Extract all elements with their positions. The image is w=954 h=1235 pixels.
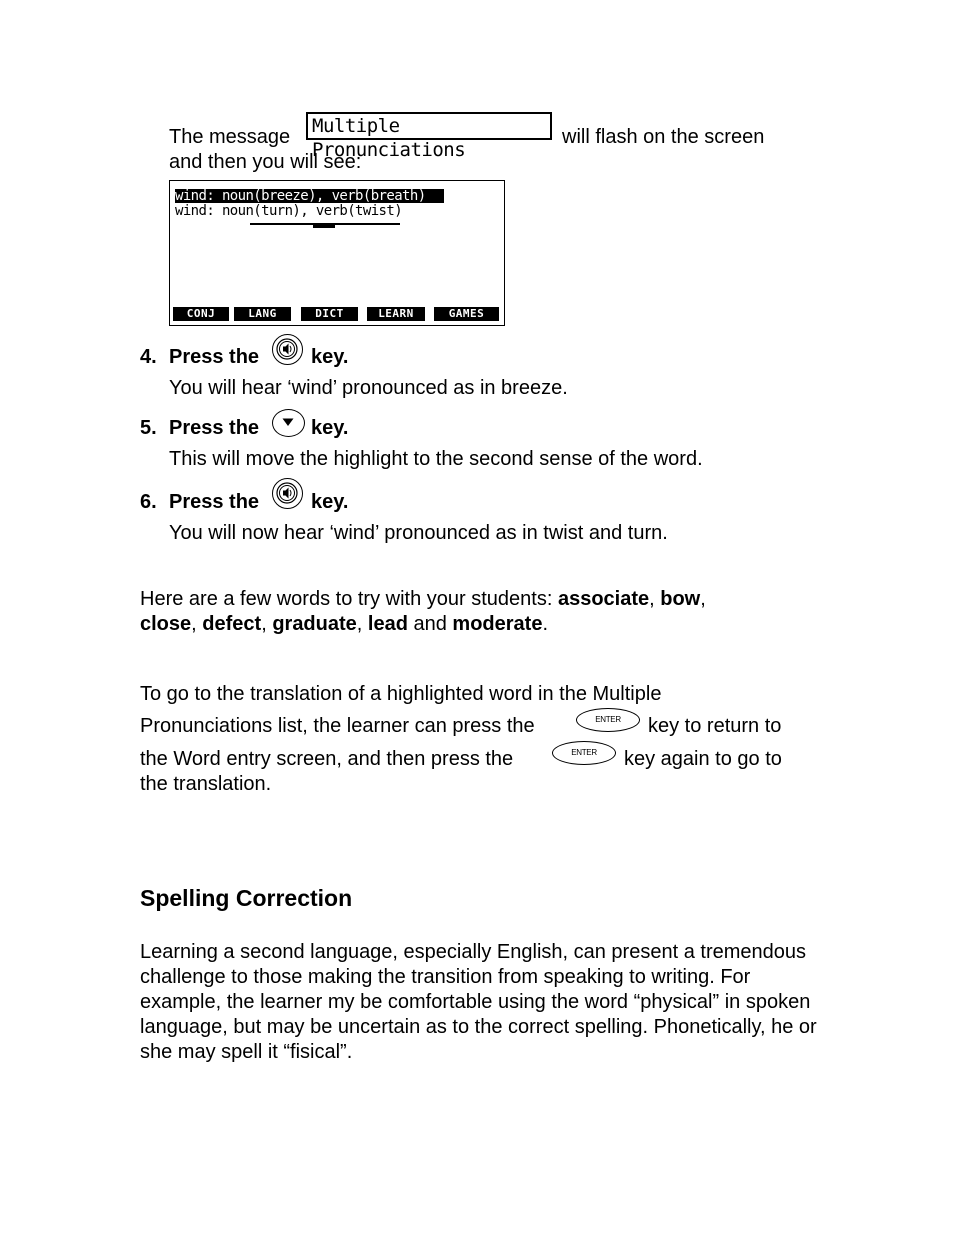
word: graduate bbox=[272, 613, 357, 635]
lcd-tab-learn: LEARN bbox=[367, 307, 425, 321]
step-text-key: key. bbox=[311, 346, 349, 368]
word: defect bbox=[202, 613, 262, 635]
lcd-screen bbox=[169, 180, 505, 326]
lcd-divider-mark bbox=[313, 225, 335, 228]
step-text: Press the bbox=[169, 417, 260, 439]
lcd-line-highlighted: wind: noun(breeze), verb(breath) bbox=[175, 189, 444, 203]
lcd-tab-lang: LANG bbox=[234, 307, 291, 321]
translation-line: key to return to bbox=[648, 715, 782, 737]
intro-line2: and then you will see: bbox=[169, 151, 362, 173]
lcd-line: wind: noun(turn), verb(twist) bbox=[175, 203, 403, 219]
lcd-tab-bar bbox=[172, 307, 502, 321]
lcd-tab-conj: CONJ bbox=[173, 307, 229, 321]
translation-line: key again to go to bbox=[624, 748, 782, 770]
speaker-icon bbox=[272, 334, 303, 365]
step-description: You will now hear ‘wind’ pronounced as in twist and turn. bbox=[169, 522, 668, 544]
message-box: Multiple Pronunciations bbox=[306, 112, 552, 140]
step-text: Press the bbox=[169, 346, 260, 368]
words-paragraph: Here are a few words to try with your students: associate, bow, close, defect, graduate, lead and moderate. bbox=[140, 588, 706, 635]
intro-prefix: The message bbox=[169, 126, 291, 148]
word: close bbox=[140, 613, 192, 635]
translation-line: the translation. bbox=[140, 773, 272, 795]
step-text-key: key. bbox=[311, 491, 349, 513]
down-arrow-icon bbox=[272, 409, 305, 437]
lcd-tab-dict: DICT bbox=[301, 307, 358, 321]
translation-line: To go to the translation of a highlighted word in the Multiple bbox=[140, 683, 662, 705]
word: lead bbox=[367, 613, 408, 635]
lcd-tab-games: GAMES bbox=[434, 307, 499, 321]
word: associate bbox=[557, 588, 650, 610]
step-number: 4. bbox=[140, 346, 157, 368]
translation-line: the Word entry screen, and then press the bbox=[140, 748, 514, 770]
step-text-key: key. bbox=[311, 417, 349, 439]
section-heading: Spelling Correction bbox=[140, 885, 353, 911]
step-description: You will hear ‘wind’ pronounced as in breeze. bbox=[169, 377, 568, 399]
word: moderate bbox=[452, 613, 543, 635]
words-intro: Here are a few words to try with your students: bbox=[140, 588, 558, 610]
step-text: Press the bbox=[169, 491, 260, 513]
translation-line: Pronunciations list, the learner can press the bbox=[140, 715, 535, 737]
speaker-icon bbox=[272, 478, 303, 509]
step-description: This will move the highlight to the second sense of the word. bbox=[169, 448, 703, 470]
enter-key-icon: ENTER bbox=[552, 741, 616, 765]
enter-key-icon: ENTER bbox=[576, 708, 640, 732]
word: bow bbox=[660, 588, 701, 610]
step-number: 6. bbox=[140, 491, 157, 513]
section-body: Learning a second language, especially English, can present a tremendous challenge to those making the transition from speaking to writing. For example, the learner my be comfortable using the word “physical” in spoken language, but may be uncertain as to the correct spelling. Phonetically, he or she may spell it “fisical”. bbox=[140, 941, 817, 1063]
step-number: 5. bbox=[140, 417, 157, 439]
intro-suffix: will flash on the screen bbox=[562, 126, 765, 148]
